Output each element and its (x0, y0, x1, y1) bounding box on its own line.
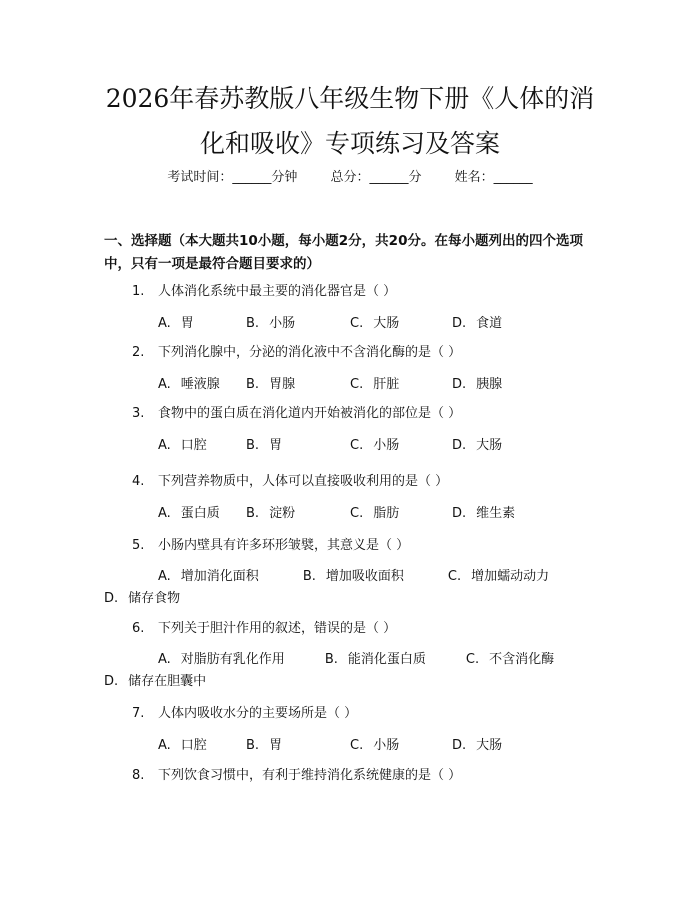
document-title (60, 76, 640, 166)
option-d: D. 储存食物 (104, 591, 181, 606)
option-b: B. 胃 (246, 438, 283, 453)
option-b: B. 胃 (246, 738, 283, 753)
total-score: 总分：______分 (330, 170, 422, 185)
option-c: C. 大肠 (350, 316, 400, 331)
question-stem: 下列关于胆汁作用的叙述，错误的是（ ） (158, 621, 397, 636)
question-stem: 人体内吸收水分的主要场所是（ ） (158, 706, 358, 721)
question-options (104, 566, 624, 610)
question-stem: 小肠内壁具有许多环形皱襞，其意义是（ ） (158, 538, 410, 553)
option-b: B. 增加吸收面积 (302, 569, 404, 584)
option-d: D. 储存在胆囊中 (104, 674, 207, 689)
option-a: A. 增加消化面积 (158, 569, 259, 584)
question-stem: 下列饮食习惯中，有利于维持消化系统健康的是（ ） (158, 768, 462, 783)
question-number: 7. (132, 706, 145, 721)
exam-time: 考试时间：______分钟 (167, 170, 298, 185)
section-heading: 一、选择题（本大题共10小题，每小题2分，共20分。在每小题列出的四个选项中，只有一项是最符合题目要求的） (104, 233, 583, 272)
title-line-2: 化和吸收》专项练习及答案 (199, 129, 500, 158)
option-c: C. 小肠 (350, 738, 400, 753)
option-d: D. 维生素 (452, 506, 516, 521)
question-stem: 食物中的蛋白质在消化道内开始被消化的部位是（ ） (158, 406, 462, 421)
title-line-1: 2026年春苏教版八年级生物下册《人体的消 (105, 84, 595, 113)
option-c: C. 脂肪 (350, 506, 400, 521)
option-a: A. 口腔 (158, 738, 207, 753)
option-a: A. 唾液腺 (158, 377, 220, 392)
option-b: B. 胃腺 (246, 377, 296, 392)
option-d: D. 大肠 (452, 738, 503, 753)
option-d: D. 食道 (452, 316, 503, 331)
student-name: 姓名：______ (454, 170, 533, 185)
question-stem: 下列营养物质中，人体可以直接吸收利用的是（ ） (158, 474, 449, 489)
question-number: 6. (132, 621, 145, 636)
option-d: D. 胰腺 (452, 377, 503, 392)
option-b: B. 淀粉 (246, 506, 296, 521)
question-number: 5. (132, 538, 145, 553)
question-number: 1. (132, 284, 145, 299)
option-a: A. 胃 (158, 316, 194, 331)
question-number: 8. (132, 768, 145, 783)
option-c: C. 小肠 (350, 438, 400, 453)
option-b: B. 能消化蛋白质 (324, 652, 426, 667)
question-number: 2. (132, 345, 145, 360)
question-number: 4. (132, 474, 145, 489)
question-stem: 人体消化系统中最主要的消化器官是（ ） (158, 284, 397, 299)
question-stem: 下列消化腺中，分泌的消化液中不含消化酶的是（ ） (158, 345, 462, 360)
question-options (104, 649, 624, 693)
option-d: D. 大肠 (452, 438, 503, 453)
option-c: C. 增加蠕动动力 (447, 569, 550, 584)
option-a: A. 口腔 (158, 438, 207, 453)
option-a: A. 对脂肪有乳化作用 (158, 652, 285, 667)
exam-info (0, 168, 700, 188)
question-number: 3. (132, 406, 145, 421)
option-a: A. 蛋白质 (158, 506, 220, 521)
option-c: C. 肝脏 (350, 377, 400, 392)
option-b: B. 小肠 (246, 316, 296, 331)
option-c: C. 不含消化酶 (465, 652, 555, 667)
